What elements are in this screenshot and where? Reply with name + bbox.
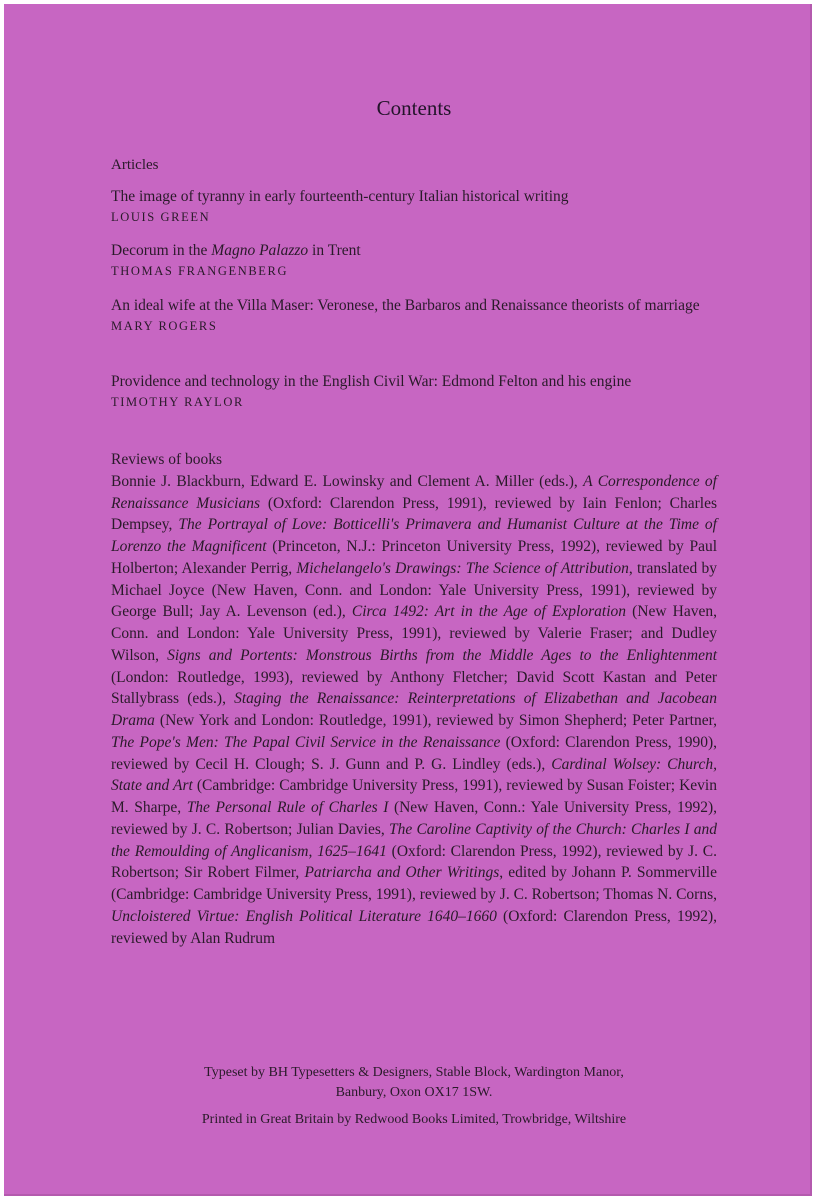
- review-text: (Princeton, N.J.: Princeton University Press, 1992), reviewed by Paul Holberton; Alexander Perrig,: [111, 538, 718, 577]
- reviews-section: [111, 449, 717, 949]
- review-text: (Oxford: Clarendon Press, 1990), reviewed by Cecil H. Clough; S. J. Gunn and P. G. Lindley (eds.),: [111, 733, 717, 773]
- review-book-title: The Caroline Captivity of the Church: Charles I and the Remoulding of Anglicanism, 1625–1641: [111, 820, 717, 860]
- review-book-title: Uncloistered Virtue: English Political Literature 1640–1660: [111, 907, 497, 925]
- typeset-credit: Typeset by BH Typesetters & Designers, Stable Block, Wardington Manor, Banbury, Oxon OX17 1SW.: [204, 1065, 624, 1100]
- review-text: , edited by Johann P. Sommerville (Cambridge: Cambridge University Press, 1991), reviewed by J. C. Robertson; Thomas N. Corns,: [111, 864, 717, 903]
- review-book-title: Michelangelo's Drawings: The Science of Attribution: [296, 559, 629, 577]
- review-book-title: Signs and Portents: Monstrous Births from the Middle Ages to the Enlightenment: [167, 646, 717, 664]
- review-book-title: Patriarcha and Other Writings: [304, 864, 500, 882]
- review-book-title: The Pope's Men: The Papal Civil Service in the Renaissance: [111, 733, 501, 751]
- article-title: The image of tyranny in early fourteenth-century Italian historical writing: [111, 188, 569, 205]
- article-author: LOUIS GREEN: [111, 209, 211, 224]
- review-text: Bonnie J. Blackburn, Edward E. Lowinsky and Clement A. Miller (eds.),: [111, 472, 584, 490]
- review-book-title: A Correspondence of Renaissance Musicians: [111, 472, 717, 512]
- printer-credit: Printed in Great Britain by Redwood Books Limited, Trowbridge, Wiltshire: [201, 1112, 627, 1127]
- review-text: (London: Routledge, 1993), reviewed by Anthony Fletcher; David Scott Kastan and Peter Stallybrass (eds.),: [111, 668, 717, 708]
- review-text: , translated by Michael Joyce (New Haven, Conn. and London: Yale University Press, 1991), reviewed by George Bull; Jay A. Levenson (ed.),: [111, 559, 717, 621]
- article-title: Providence and technology in the English Civil War: Edmond Felton and his engine: [111, 373, 632, 390]
- reviews-list: [111, 471, 717, 950]
- article-author: MARY ROGERS: [111, 318, 218, 333]
- review-text: (New York and London: Routledge, 1991), reviewed by Simon Shepherd; Peter Partner,: [154, 712, 717, 729]
- article-title: Decorum in the Magno Palazzo in Trent: [111, 242, 361, 259]
- review-book-title: Staging the Renaissance: Reinterpretations of Elizabethan and Jacobean Drama: [111, 690, 717, 729]
- reviews-heading: Reviews of books: [111, 451, 223, 468]
- article-author: TIMOTHY RAYLOR: [111, 394, 244, 409]
- article-entry: [111, 295, 717, 336]
- review-text: (Cambridge: Cambridge University Press, 1991), reviewed by Susan Foister; Kevin M. Sharpe,: [111, 777, 717, 816]
- page-title: Contents: [376, 96, 452, 120]
- article-entry: [111, 371, 717, 412]
- article-title: An ideal wife at the Villa Maser: Veronese, the Barbaros and Renaissance theorists of marriage: [111, 297, 700, 314]
- articles-heading: Articles: [111, 157, 159, 173]
- article-entry: [111, 186, 717, 227]
- article-entry: [111, 240, 717, 281]
- review-text: (New Haven, Conn.: Yale University Press, 1992), reviewed by J. C. Robertson; Julian Davies,: [111, 799, 717, 838]
- review-book-title: The Personal Rule of Charles I: [186, 799, 389, 816]
- review-book-title: Cardinal Wolsey: Church, State and Art: [111, 755, 717, 795]
- review-text: (Oxford: Clarendon Press, 1992), reviewed by J. C. Robertson; Sir Robert Filmer,: [111, 842, 718, 882]
- review-text: (New Haven, Conn. and London: Yale University Press, 1991), reviewed by Valerie Fraser; and Dudley Wilson,: [111, 603, 717, 664]
- review-text: (Oxford: Clarendon Press, 1991), reviewed by Iain Fenlon; Charles Dempsey,: [111, 494, 718, 534]
- review-text: (Oxford: Clarendon Press, 1992), reviewed by Alan Rudrum: [111, 907, 717, 947]
- review-book-title: The Portrayal of Love: Botticelli's Primavera and Humanist Culture at the Time of Lorenzo the Magnificent: [111, 516, 717, 555]
- article-author: THOMAS FRANGENBERG: [111, 263, 289, 278]
- review-book-title: Circa 1492: Art in the Age of Exploration: [351, 603, 627, 621]
